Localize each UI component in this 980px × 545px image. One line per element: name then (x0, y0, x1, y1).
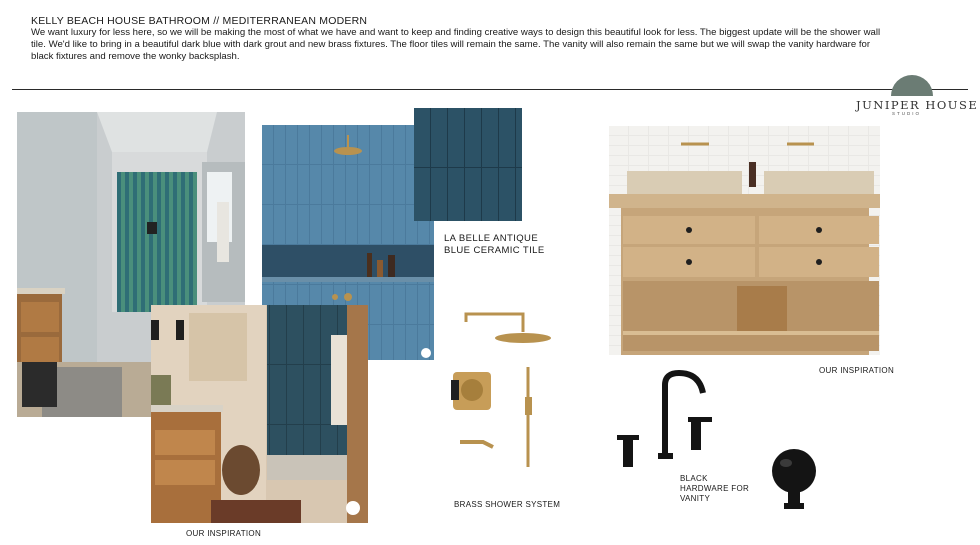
inspiration-shower-photo (151, 305, 368, 523)
tile-label-line1: LA BELLE ANTIQUE (444, 233, 539, 244)
moodboard-description: We want luxury for less here, so we will be making the most of what we have and want to keep and finding creative ways to design this beautiful look for less. The biggest update will be the shower wall tile. We'd like to bring in a beautiful dark blue with dark grout and new brass fixtures. The floor tiles will remain the same. The vanity will also remain the same but we will swap the vanity hardware for black fixtures and remove the wonky backsplash. (31, 27, 881, 62)
divider-line (12, 89, 968, 90)
logo-name: JUNIPER HOUSE (856, 98, 979, 112)
brass-shower-system-photo (448, 302, 558, 472)
tile-label (444, 233, 545, 257)
blue-tile-closeup-photo (414, 108, 522, 221)
inspiration-label-left: OUR INSPIRATION (186, 529, 262, 538)
black-hardware-line1: BLACK (680, 474, 708, 483)
inspiration-label-right: OUR INSPIRATION (819, 366, 895, 375)
inspiration-vanity-photo (609, 126, 880, 355)
black-hardware-line3: VANITY (680, 494, 711, 503)
tile-label-line2: BLUE CERAMIC TILE (444, 245, 545, 256)
brass-shower-label: BRASS SHOWER SYSTEM (454, 500, 561, 509)
black-faucet-photo (603, 365, 723, 475)
black-knob-photo (766, 445, 822, 513)
moodboard-title: KELLY BEACH HOUSE BATHROOM // MEDITERRANEAN MODERN (31, 15, 368, 27)
black-hardware-label (680, 474, 749, 504)
logo-subtitle: STUDIO (892, 111, 922, 116)
black-hardware-line2: HARDWARE FOR (680, 484, 750, 493)
logo-arch-icon (891, 75, 933, 96)
